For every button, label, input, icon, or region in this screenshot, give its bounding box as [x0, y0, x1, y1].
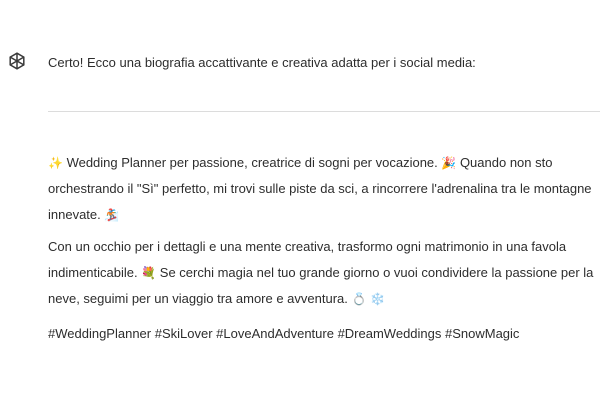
bio-paragraph-2 [48, 234, 600, 312]
ring-icon: 💍 [351, 292, 367, 306]
bio-paragraph-2-text-a: Con un occhio per i dettagli e una mente creativa, trasformo ogni matrimonio in una favola indimenticabile. [48, 239, 567, 280]
bio-paragraph-1 [48, 150, 600, 228]
bio-paragraph-1-text-a: Wedding Planner per passione, creatrice di sogni per vocazione. [62, 155, 442, 170]
party-popper-icon: 🎉 [441, 156, 457, 170]
assistant-intro-text: Certo! Ecco una biografia accattivante e creativa adatta per i social media: [48, 55, 476, 70]
snowflake-icon: ❄️ [370, 292, 386, 306]
hashtags-line: #WeddingPlanner #SkiLover #LoveAndAdventure #DreamWeddings #SnowMagic [48, 326, 520, 341]
sparkles-icon: ✨ [48, 156, 63, 170]
bio-paragraph-2-text-b: Se cerchi magia nel tuo grande giorno o vuoi condividere la passione per la neve, seguimi per un viaggio tra amore e avventura. [48, 265, 594, 306]
bouquet-icon: 💐 [141, 266, 157, 280]
snowboarder-icon: 🏂 [104, 208, 120, 222]
openai-logo-icon [7, 51, 27, 71]
bio-paragraph-1-text-b: Quando non sto orchestrando il "Sì" perfetto, mi trovi sulle piste da sci, a rincorrere l'adrenalina tra le montagne innevate. [48, 155, 592, 222]
divider [48, 111, 600, 112]
